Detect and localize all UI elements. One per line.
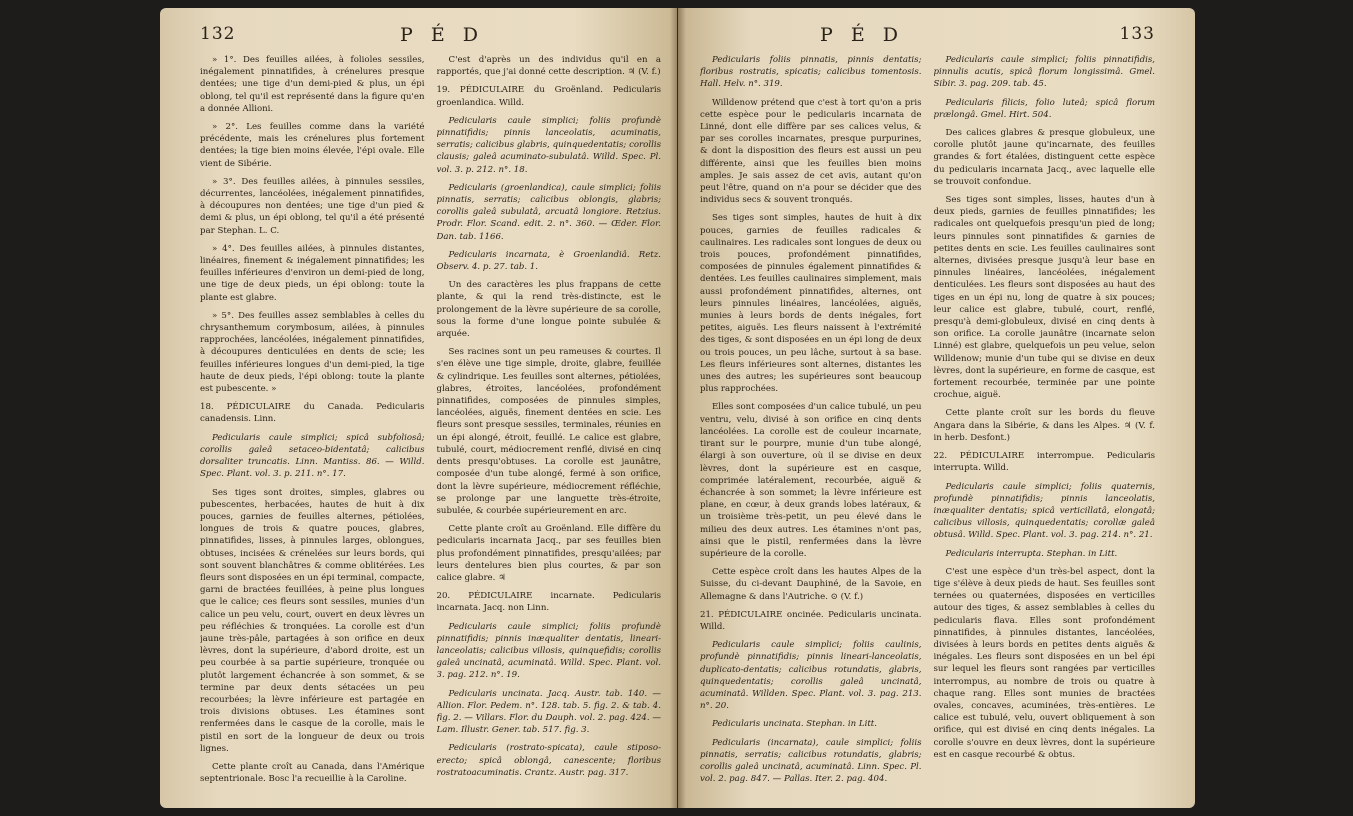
open-book: [160, 8, 1195, 808]
paragraph: Elles sont composées d'un calice tubulé, un peu ventru, velu, divisé à son orifice en cinq dents lancéolées. La corolle est de couleur incarnate, tirant sur le pourpre, munie d'un tube alongé, élargi à son ouverture, où il se divise en deux lèvres, dont la supérieure est en casque, comprimée latéralement, recourbée, aiguë & échancrée à son sommet; la lèvre inférieure est plane, en cœur, à deux grands lobes latéraux, & un troisième très-petit, un peu élevé dans le milieu des deux autres. Les étamines n'ont pas, ainsi que le pistil, renfermées dans la lèvre supérieure de la corolle.: [700, 402, 922, 559]
right-column-2: [934, 54, 1156, 808]
species-heading: 22. PÉDICULAIRE interrompue. Pedicularis interrupta. Willd.: [933, 451, 1155, 474]
latin-diagnosis: Pedicularis caule simplici; foliis profundè pinnatifidis; pinnis lanceolatis, acuminatis, serratis; calicibus glabris, quinquedentatis; corollis clausis; galeâ acuminato-subulatâ. Willd. Spec. Pl. vol. 3. p. 212. n°. 18.: [436, 115, 661, 175]
species-heading: 19. PÉDICULAIRE du Groënland. Pedicularis groenlandica. Willd.: [436, 85, 661, 108]
latin-diagnosis: Pedicularis (rostrato-spicata), caule stiposo-erecto; spicâ oblongâ, canescente; floribus rostratoacuminatis. Crantz. Austr. pag. 317.: [436, 743, 661, 778]
latin-diagnosis: Pedicularis caule simplici; foliis profundè pinnatifidis; pinnis inæqualiter dentatis, lineari-lanceolatis; calicibus villosis, quinquefidis; corollis galeâ uncinatâ, acuminatâ. Willd. Spec. Plant. vol. 3. pag. 212. n°. 19.: [436, 621, 661, 681]
paragraph: » 4°. Des feuilles ailées, à pinnules distantes, linéaires, finement & inégalement pinnatifides; les feuilles inférieures d'environ un demi-pied de long, une tige de deux pieds, un épi oblong: toute la plante est glabre.: [200, 243, 425, 303]
right-column-1: [700, 54, 922, 808]
species-heading: 18. PÉDICULAIRE du Canada. Pedicularis canadensis. Linn.: [200, 402, 425, 425]
paragraph: Ses racines sont un peu rameuses & courtes. Il s'en élève une tige simple, droite, glabre, feuillée & cylindrique. Les feuilles sont alternes, pétiolées, glabres, étroites, lancéolées, profondément pinnatifides, composées de pinnules simples, lancéolées, aiguës, finement dentées en scie. Les fleurs sont presque sessiles, terminales, réunies en un épi alongé, étroit, feuillé. Le calice est glabre, tubulé, court, médiocrement renflé, divisé en cinq dents presqu'obtuses. La corolle est jaunâtre, composée d'un tube alongé, fermé à son orifice, dont la lèvre supérieure, médiocrement réfléchie, se prolonge par une languette très-étroite, subulée, & courbée supérieurement en arc.: [436, 347, 661, 516]
paragraph: Un des caractères les plus frappans de cette plante, & qui la rend très-distincte, est le prolongement de la lèvre supérieure de sa corolle, sous la forme d'une longue pointe subulée & arquée.: [436, 280, 661, 340]
book-gutter: [670, 8, 686, 808]
latin-diagnosis: Pedicularis caule simplici; foliis caulinis, profundè pinnatifidis; pinnis lineari-lanceolatis, duplicato-dentatis; calicibus rotundatis, glabris, quinquedentatis; corollis galeâ uncinatâ, acuminatâ. Willden. Spec. Plant. vol. 3. pag. 213. n°. 20.: [700, 640, 922, 712]
latin-diagnosis: Pedicularis interrupta. Stephan. in Litt.: [945, 548, 1118, 559]
paragraph: Cette plante croît sur les bords du fleuve Angara dans la Sibérie, & dans les Alpes. ♃ (V. f. in herb. Desfont.): [933, 408, 1155, 443]
latin-diagnosis: Pedicularis uncinata. Stephan. in Litt.: [712, 719, 877, 730]
paragraph: » 3°. Des feuilles ailées, à pinnules sessiles, décurrentes, lancéolées, inégalement pinnatifides, à découpures non dentées; une tige d'un pied & demi & plus, un épi oblong, tel qu'il a été présenté par Stephan. L. C.: [200, 176, 425, 236]
species-heading: 21. PÉDICULAIRE oncinée. Pedicularis uncinata. Willd.: [700, 609, 922, 632]
latin-diagnosis: Pedicularis caule simplici; spicâ subfoliosâ; corollis galeâ setaceo-bidentatâ; calicibus dorsaliter truncatis. Linn. Mantiss. 86. — Willd. Spec. Plant. vol. 3. p. 211. n°. 17.: [200, 432, 425, 480]
left-column-1: [200, 54, 425, 808]
right-page: [678, 8, 1195, 808]
paragraph: Des calices glabres & presque globuleux, une corolle plutôt jaune qu'incarnate, des feuilles grandes & fort étalées, distinguent cette espèce du pedicularis incarnata Jacq., avec laquelle elle se trouvoit confondue.: [933, 128, 1155, 187]
left-column-2: [437, 54, 662, 808]
paragraph: » 5°. Des feuilles assez semblables à celles du chrysanthemum corymbosum, ailées, à pinnules rapprochées, lancéolées, inégalement pinnatifides, à découpures denticulées en dents de scie; les feuilles inférieures longues d'un demi-pied, la tige haute de deux pieds, l'épi oblong: toute la plante est pubescente. »: [200, 310, 425, 395]
latin-diagnosis: Pedicularis (incarnata), caule simplici; foliis pinnatis, serratis; calicibus rotundatis, glabris; corollis galeâ uncinatâ, acuminatâ. Linn. Spec. Pl. vol. 2. pag. 847. — Pallas. Iter. 2. pag. 404.: [700, 737, 922, 785]
latin-diagnosis: Pedicularis caule simplici; foliis pinnatifidis, pinnulis acutis, spicâ florum longissimâ. Gmel. Sibir. 3. pag. 209. tab. 45.: [933, 55, 1155, 90]
latin-diagnosis: Pedicularis incarnata, è Groenlandiâ. Retz. Observ. 4. p. 27. tab. 1.: [436, 249, 661, 273]
paragraph: Cette plante croît au Groënland. Elle diffère du pedicularis incarnata Jacq., par ses feuilles bien plus profondément pinnatifides, presqu'ailées; par leurs dentelures bien plus courtes, & par son calice glabre. ♃: [436, 524, 661, 583]
left-page-header: [200, 24, 661, 54]
latin-diagnosis: Pedicularis foliis pinnatis, pinnis dentatis; floribus rostratis, spicatis; calicibus tomentosis. Hall. Helv. n°. 319.: [700, 55, 922, 90]
right-page-number: 133: [1119, 24, 1155, 44]
right-page-header: [700, 24, 1155, 54]
latin-diagnosis: Pedicularis filicis, folio luteâ; spicâ florum prælongâ. Gmel. Hirt. 504.: [933, 97, 1155, 120]
paragraph: » 2°. Les feuilles comme dans la variété précédente, mais les crénelures plus fortement dentées; la tige bien moins élevée, l'épi ovale. Elle vient de Sibérie.: [200, 122, 425, 169]
left-running-head: P É D: [400, 24, 484, 46]
right-running-head-center: P É D: [820, 24, 904, 46]
paragraph: C'est d'après un des individus qu'il en a rapportés, que j'ai donné cette description. ♃ (V. f.): [436, 55, 661, 78]
paragraph: Ses tiges sont simples, hautes de huit à dix pouces, garnies de feuilles radicales & caulinaires. Les radicales sont longues de deux ou trois pouces, profondément pinnatifides, composées de pinnules également pinnatifides & dentées. Les feuilles caulinaires simplement, mais aussi profondément pinnatifides, alternes, ont leurs pinnules linéaires, lancéolées, aiguës, munies à leurs bords de dents inégales, fort petites, aiguës. Les fleurs naissent à l'extrémité des tiges, & sont disposées en un épi long de deux ou trois pouces, un peu lâche, surtout à sa base. Les fleurs inférieures sont alternes, distantes les unes des autres; les supérieures sont beaucoup plus rapprochées.: [700, 213, 922, 395]
paragraph: Willdenow prétend que c'est à tort qu'on a pris cette espèce pour le pedicularis incarnata de Linné, dont elle diffère par ses calices velus, & par ses corolles incarnates, presque purpurines, & dont la disposition des fleurs est aussi un peu différente, ainsi que les feuilles bien moins amples. Je sais assez de cet avis, autant qu'on peut l'être, quand on n'a pour se décider que des individus secs & souvent tronqués.: [700, 97, 922, 206]
paragraph: Cette espèce croît dans les hautes Alpes de la Suisse, du ci-devant Dauphiné, de la Savoie, en Allemagne & dans l'Autriche. ⊙ (V. f.): [700, 567, 922, 602]
reference: Pedicularis uncinata. Jacq. Austr. tab. 140. — Allion. Flor. Pedem. n°. 128. tab. 5. fig. 2. & tab. 4. fig. 2. — Villars. Flor. du Dauph. vol. 2. pag. 424. — Lam. Illustr. Gener. tab. 517. fig. 3.: [436, 688, 661, 736]
paragraph: C'est une espèce d'un très-bel aspect, dont la tige s'élève à deux pieds de haut. Ses feuilles sont ternées ou quaternées, disposées en verticilles autour des tiges, & assez semblables à celles du pedicularis flava. Elles sont profondément pinnatifides, à pinnules distantes, lancéolées, divisées à leurs bords en petites dents aiguës & inégales. Les fleurs sont disposées en un bel épi sur lequel les fleurs sont rangées par verticilles interrompus, au nombre de trois ou quatre à chaque rang. Elles sont munies de bractées ovales, concaves, acuminées, très-entières. Le calice est tubulé, velu, ouvert obliquement à son orifice, qui est divisé en cinq dents inégales. La corolle s'ouvre en deux lèvres, dont la supérieure est en casque recourbé & obtus.: [933, 566, 1155, 760]
latin-diagnosis: Pedicularis caule simplici; foliis quaternis, profundè pinnatifidis; pinnis lanceolatis, inæqualiter dentatis; spicâ verticillatâ, elongatâ; calicibus villosis, quinquedentatis; corollæ galeâ obtusâ. Willd. Spec. Plant. vol. 3. pag. 214. n°. 21.: [933, 481, 1155, 541]
latin-diagnosis: Pedicularis (groenlandica), caule simplici; foliis pinnatis, serratis; calicibus oblongis, glabris; corollis galeâ subulatâ, arcuatâ longiore. Retzius. Prodr. Flor. Scand. edit. 2. n°. 360. — Œder. Flor. Dan. tab. 1166.: [436, 182, 661, 242]
paragraph: Cette plante croît au Canada, dans l'Amérique septentrionale. Bosc l'a recueillie à la Caroline.: [200, 761, 425, 785]
species-heading: 20. PÉDICULAIRE incarnate. Pedicularis incarnata. Jacq. non Linn.: [436, 591, 661, 614]
paragraph: » 1°. Des feuilles ailées, à folioles sessiles, inégalement pinnatifides, à crénelures presque dentées; une tige d'un demi-pied & plus, un épi oblong, tel qu'il est représenté dans la figure qu'en a donnée Allioni.: [200, 55, 425, 114]
left-page: [160, 8, 677, 808]
paragraph: Ses tiges sont simples, lisses, hautes d'un à deux pieds, garnies de feuilles pinnatifides; les radicales ont quelquefois presqu'un pied de long; leurs pinnules sont pinnatifides & garnies de petites dents en scie. Les feuilles caulinaires sont alternes, divisées presque jusqu'à leur base en pinnules linéaires, lancéolées, inégalement denticulées. Les fleurs sont disposées au haut des tiges en un épi nu, long de quatre à six pouces; leur calice est glabre, tubulé, court, renflé, presqu'à demi-globuleux, divisé en cinq dents à son orifice. La corolle jaunâtre (incarnate selon Linné) est glabre, quelquefois un peu velue, selon Willdenow; munie d'un tube qui se divise en deux lèvres, dont la supérieure, en forme de casque, est fortement recourbée, terminée par une pointe crochue, aiguë.: [933, 195, 1155, 401]
left-page-number: 132: [200, 24, 236, 44]
paragraph: Ses tiges sont droites, simples, glabres ou pubescentes, herbacées, hautes de huit à dix pouces, garnies de feuilles alternes, pétiolées, longues de trois & quatre pouces, glabres, pinnatifides, lisses, à pinnules larges, oblongues, obtuses, incisées & crénelées sur leurs bords, qui sont souvent blanchâtres & comme oblitérées. Les fleurs sont disposées en un épi terminal, compacte, garni de bractées feuillées, à peine plus longues que le calice; ces fleurs sont sessiles, munies d'un calice un peu velu, court, ouvert en deux lèvres un peu réfléchies & tronquées. La corolle est d'un jaune très-pâle, partagées à son orifice en deux lèvres, dont la supérieure, d'abord droite, est un peu courbée à sa partie supérieure, tronquée ou plutôt largement échancrée à son sommet, & se termine par deux dents sétacées un peu recourbées; la lèvre inférieure est partagée en trois divisions obtuses. Les étamines sont renfermées dans le casque de la corolle, mais le pistil en sort de la longueur de deux ou trois lignes.: [200, 487, 425, 754]
